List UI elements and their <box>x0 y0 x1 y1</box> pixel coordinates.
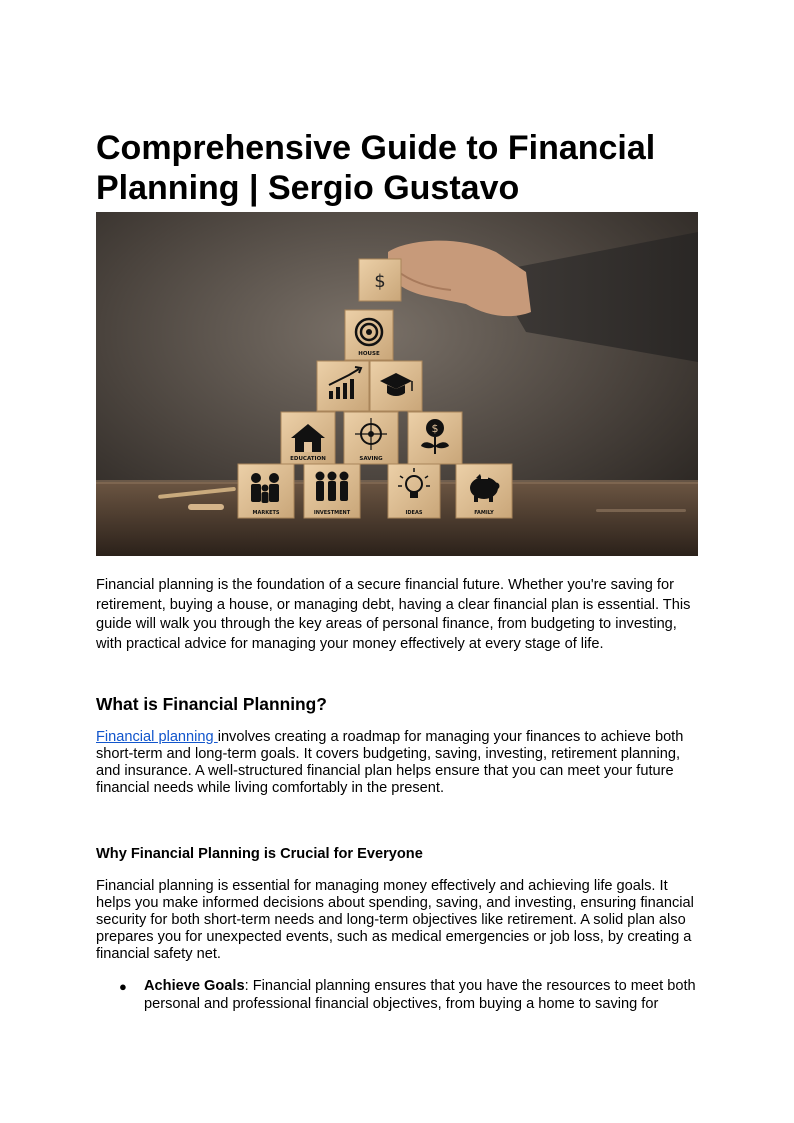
financial-planning-link[interactable]: Financial planning <box>96 729 218 745</box>
block-family-piggy <box>456 464 512 518</box>
block-house <box>345 310 393 360</box>
block-label: IDEAS <box>405 510 423 516</box>
section-heading-what-is: What is Financial Planning? <box>96 694 327 714</box>
list-item <box>96 978 698 1013</box>
block-label: HOUSE <box>358 351 380 357</box>
block-top-dollar <box>359 259 401 301</box>
hero-image <box>96 212 698 556</box>
block-investment <box>304 464 360 518</box>
bullet-term: Achieve Goals <box>144 978 245 994</box>
bullet-list <box>96 978 698 1013</box>
section-what-is-body: involves creating a roadmap for managing your finances to achieve both short-term and long-term goals. It covers budgeting, saving, investing, retirement planning, and insurance. A well-structured financial plan helps ensure that you can meet your future financial needs while living comfortably in the present. <box>96 729 684 796</box>
block-label: SAVING <box>359 456 383 462</box>
svg-text:$: $ <box>374 271 386 292</box>
block-saving-target <box>344 412 398 464</box>
bullet-marker: ● <box>119 979 127 994</box>
block-label: EDUCATION <box>290 456 326 462</box>
svg-text:$: $ <box>431 422 439 435</box>
block-label: FAMILY <box>474 510 494 516</box>
pen-right <box>596 509 686 512</box>
block-markets-family <box>238 464 294 518</box>
intro-paragraph: Financial planning is the foundation of a secure financial future. Whether you're saving for retirement, buying a house, or managing debt, having a clear financial plan is essential. This guide will walk you through the key areas of personal finance, from budgeting to investing, with practical advice for managing your money effectively at every stage of life. <box>96 577 691 652</box>
block-education <box>370 361 422 411</box>
section-what-is-paragraph <box>96 729 698 797</box>
page-title: Comprehensive Guide to Financial Planning | Sergio Gustavo <box>96 129 656 207</box>
section-why-paragraph: Financial planning is essential for managing money effectively and achieving life goals. It helps you make informed decisions about spending, saving, and investing, ensuring financial security for both short-term needs and long-term objectives like retirement. A solid plan also prepares you for unexpected events, such as medical emergencies or job loss, by creating a financial safety net. <box>96 878 694 962</box>
block-label: MARKETS <box>252 510 280 516</box>
section-heading-why: Why Financial Planning is Crucial for Everyone <box>96 846 423 862</box>
block-education-house <box>281 412 335 464</box>
block-ideas <box>388 464 440 518</box>
block-label: INVESTMENT <box>313 510 351 516</box>
bullet-text: : Financial planning ensures that you have the resources to meet both personal and professional financial objectives, from buying a home to saving for <box>144 978 696 1012</box>
block-money-plant <box>408 412 462 464</box>
block-growth-chart <box>317 361 369 411</box>
